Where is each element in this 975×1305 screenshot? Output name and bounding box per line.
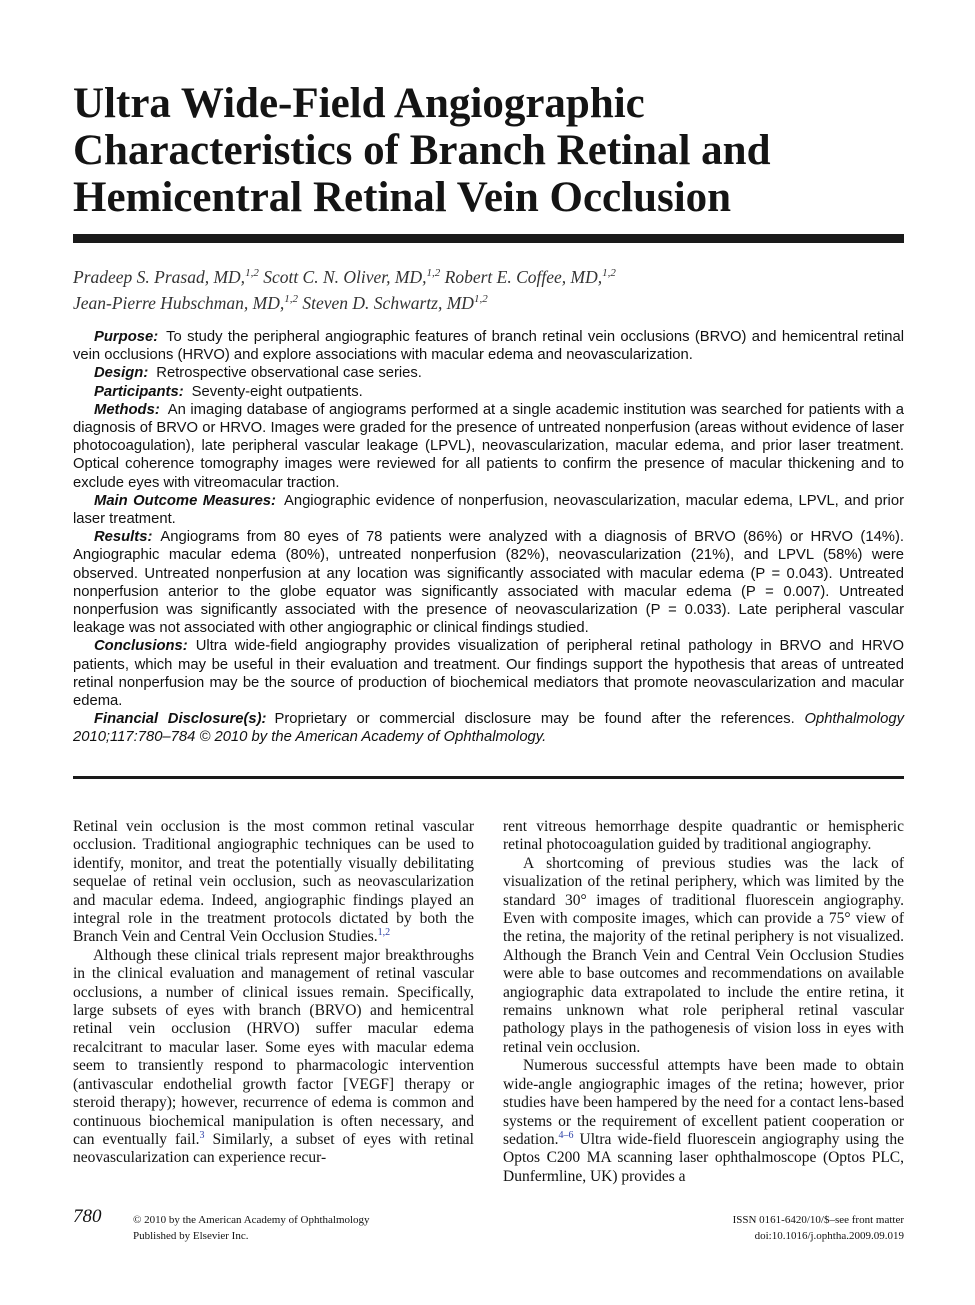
abstract-label: Main Outcome Measures: <box>94 492 276 509</box>
publisher-text: Published by Elsevier Inc. <box>133 1230 249 1242</box>
abstract-participants <box>73 383 904 401</box>
page-number: 780 <box>73 1206 102 1227</box>
paragraph-text: Although these clinical trials represent major breakthroughs in the clinical evaluation and management of retinal vascular occlusions, a number of clinical issues remain. Specifically, large subsets of eyes with branch (BRVO) and hemicentral retinal vein occlusion (HRVO) suffer macular edema recalcitrant to macular laser. Some eyes with macular edema seem to transiently respond to pharmacologic intervention (antivascular endothelial growth factor [VEGF] therapy or steroid therapy); however, recurrence of edema is common and continuous biochemical manipulation is often necessary, and can eventually fail. <box>73 946 474 1148</box>
paragraph-text: A shortcoming of previous studies was the lack of visualization of the retinal periphery, which was limited by the standard 30° images of traditional fluorescein angiography. Even with composite images, which can provide a 75° view of the retina, the majority of the retinal periphery is not visualized. Although the Branch Vein and Central Vein Occlusion Studies were able to base outcomes and recommendations on available angiographic data extrapolated to include the entire retina, it remains unknown what role peripheral retinal vascular pathology plays in the pathogenesis of vision loss in eyes with retinal vein occlusion. <box>503 854 904 1056</box>
journal-citation: Ophthalmology 2010;117:780–784 © 2010 by the American Academy of Ophthalmology. <box>73 711 904 746</box>
author-affiliation: 1,2 <box>284 292 298 305</box>
body-paragraph <box>73 818 474 947</box>
author-name: Pradeep S. Prasad, MD, <box>73 266 246 287</box>
abstract-label: Participants: <box>94 383 184 400</box>
doi-text: doi:10.1016/j.ophtha.2009.09.019 <box>754 1230 904 1242</box>
title-divider <box>73 234 904 243</box>
abstract-label: Purpose: <box>94 329 159 345</box>
abstract-design <box>73 364 904 382</box>
author-affiliation: 1,2 <box>602 267 616 279</box>
author-list <box>73 262 913 314</box>
paragraph-text: Ultra wide-field fluorescein angiography using the Optos C200 MA scanning laser ophthalmoscope (Optos PLC, Dunfermline, UK) provides a <box>503 1130 904 1185</box>
reference-link[interactable]: 4–6 <box>558 1129 574 1141</box>
abstract-text: Proprietary or commercial disclosure may be found after the references. <box>274 711 795 728</box>
article-title <box>73 80 913 221</box>
author-affiliation: 1,2 <box>473 292 488 305</box>
author-name: Jean-Pierre Hubschman, MD, <box>73 292 285 313</box>
author-affiliation: 1,2 <box>245 267 259 279</box>
abstract-text: Angiographic evidence of nonperfusion, neovascularization, macular edema, LPVL, and prior laser treatment. <box>73 492 904 528</box>
body-paragraph <box>503 818 904 855</box>
abstract-text: Ultra wide-field angiography provides visualization of peripheral retinal pathology in BRVO and HRVO patients, which may be useful in their evaluation and treatment. Our findings support the hypothesis that areas of untreated retinal nonperfusion may be the source of production of biochemical mediators that promote neovascularization and macular edema. <box>73 638 904 710</box>
body-column-left <box>73 818 474 1168</box>
abstract-text: Seventy-eight outpatients. <box>191 383 363 400</box>
abstract-label: Financial Disclosure(s): <box>94 711 267 728</box>
title-line: Characteristics of Branch Retinal and <box>73 127 771 174</box>
abstract-label: Design: <box>94 365 149 382</box>
abstract-text: Angiograms from 80 eyes of 78 patients were analyzed with a diagnosis of BRVO (86%) or HRVO (14%). Angiographic macular edema (80%), untreated nonperfusion (82%), neovascularization (21%), and LPVL (58%) were observed. Untreated nonperfusion at any location was significantly associated with macular edema (P = 0.043). Untreated nonperfusion anterior to the globe equator was significantly associated with macular edema (P = 0.007). Untreated nonperfusion was significantly associated with the presence of neovascularization (P = 0.033). Late peripheral vascular leakage was not associated with other angiographic or clinical findings studied. <box>73 529 904 637</box>
reference-link[interactable]: 3 <box>199 1129 205 1141</box>
footer-copyright <box>133 1212 370 1244</box>
abstract-text: An imaging database of angiograms performed at a single academic institution was searched for patients with a diagnosis of BRVO or HRVO. Images were graded for the presence of untreated nonperfusion (areas without evidence of laser photocoagulation), late peripheral vascular leakage (LPVL), neovascularization, macular edema, and prior laser treatment. Optical coherence tomography images were reviewed for all patients to confirm the presence of macular thickening and to exclude eyes with vitreomacular traction. <box>73 401 904 491</box>
abstract-methods <box>73 401 904 492</box>
abstract <box>73 328 904 747</box>
author-affiliation: 1,2 <box>426 267 441 279</box>
abstract-outcome-measures <box>73 492 904 528</box>
abstract-purpose <box>73 328 904 364</box>
abstract-text: To study the peripheral angiographic features of branch retinal vein occlusions (BRVO) and hemicentral retinal vein occlusions (HRVO) and explore associations with macular edema and neovascularization. <box>73 329 904 364</box>
abstract-results <box>73 528 904 637</box>
paragraph-text: Numerous successful attempts have been made to obtain wide-angle angiographic images of the retina; however, prior studies have been hampered by the need for a contact lens-based systems or the requirement of excellent patient cooperation or sedation. <box>503 1057 904 1148</box>
reference-link[interactable]: 1,2 <box>377 927 391 939</box>
paragraph-text: rent vitreous hemorrhage despite quadrantic or hemispheric retinal photocoagulation guided by traditional angiography. <box>503 818 904 854</box>
author-line <box>73 288 913 314</box>
body-column-right <box>503 818 904 1186</box>
footer-identifiers <box>733 1212 904 1244</box>
abstract-label: Conclusions: <box>94 638 188 655</box>
abstract-disclosure <box>73 710 904 746</box>
title-line: Hemicentral Retinal Vein Occlusion <box>73 174 732 221</box>
body-paragraph <box>503 1057 904 1186</box>
title-line: Ultra Wide-Field Angiographic <box>73 80 645 127</box>
author-name: Steven D. Schwartz, MD <box>302 292 474 313</box>
author-name: Robert E. Coffee, MD, <box>444 266 603 287</box>
abstract-divider <box>73 776 904 779</box>
body-paragraph <box>73 947 474 1168</box>
issn-text: ISSN 0161-6420/10/$–see front matter <box>732 1214 904 1226</box>
abstract-label: Results: <box>94 529 153 546</box>
copyright-text: © 2010 by the American Academy of Ophthalmology <box>133 1214 370 1226</box>
paragraph-text: Retinal vein occlusion is the most common retinal vascular occlusion. Traditional angiographic techniques can be used to identify, monitor, and treat the potentially visually debilitating sequelae of retinal vein occlusion, such as neovascularization and macular edema. Indeed, angiographic findings played an integral role in the treatment protocols dictated by both the Branch Vein and Central Vein Occlusion Studies. <box>73 818 474 946</box>
author-line <box>73 262 913 288</box>
author-name: Scott C. N. Oliver, MD, <box>263 266 427 287</box>
abstract-conclusions <box>73 637 904 710</box>
body-paragraph <box>503 855 904 1057</box>
abstract-text: Retrospective observational case series. <box>156 365 422 382</box>
paragraph-text: Similarly, a subset of eyes with retinal neovascularization can experience recur- <box>73 1130 474 1167</box>
abstract-label: Methods: <box>94 401 160 418</box>
